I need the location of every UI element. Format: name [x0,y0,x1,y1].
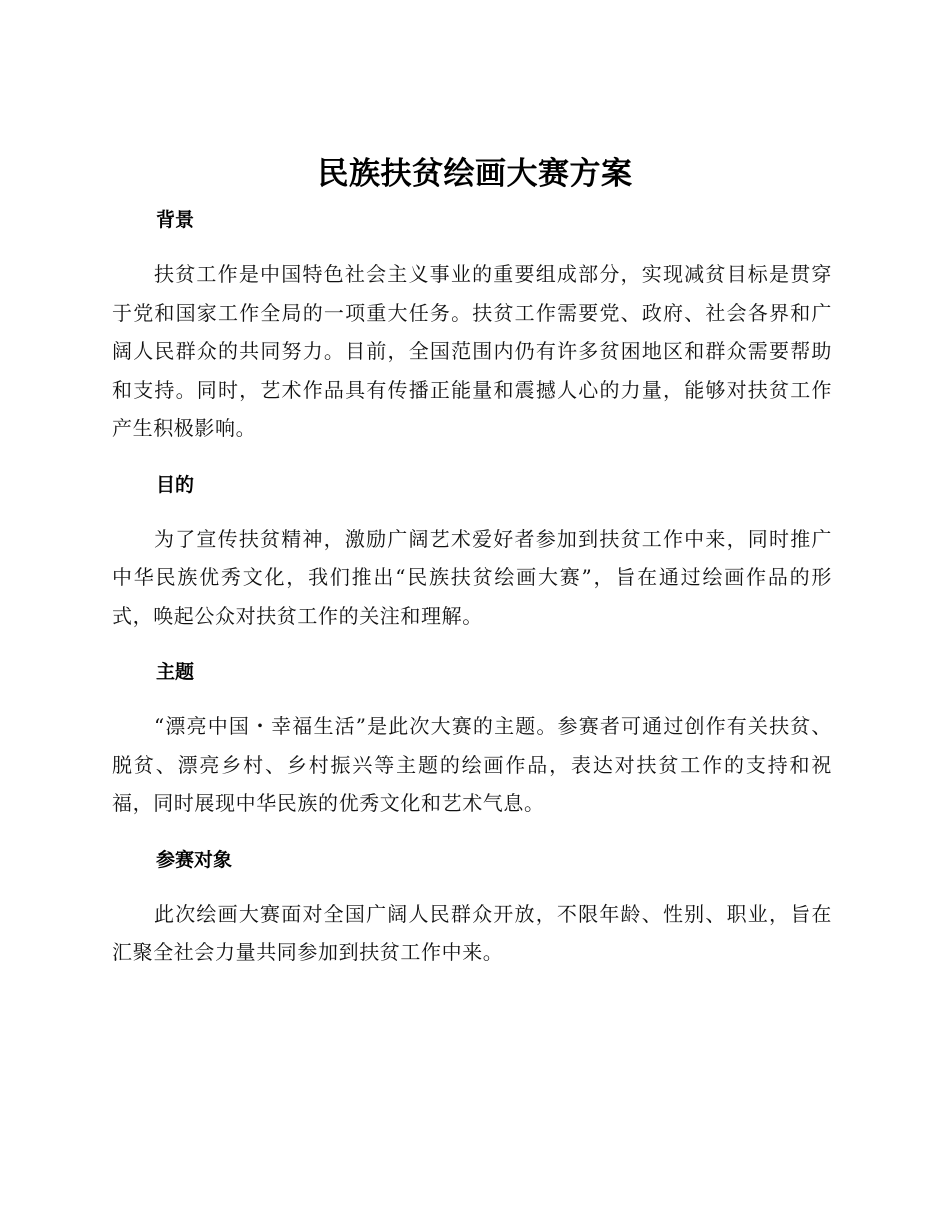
section-paragraph: 此次绘画大赛面对全国广阔人民群众开放，不限年龄、性别、职业，旨在汇聚全社会力量共同参加到扶贫工作中来。 [112,901,832,964]
section-heading: 背景 [156,209,195,231]
document-title: 民族扶贫绘画大赛方案 [317,156,633,192]
section-participants [112,843,832,972]
document-body [112,203,832,992]
section-purpose [112,468,832,636]
section-background [112,203,832,448]
section-theme [112,655,832,823]
section-heading: 目的 [156,473,195,496]
section-heading: 参赛对象 [156,848,233,871]
section-paragraph: 扶贫工作是中国特色社会主义事业的重要组成部分，实现减贫目标是贯穿于党和国家工作全局的一项重大任务。扶贫工作需要党、政府、社会各界和广阔人民群众的共同努力。目前，全国范围内仍有许多贫困地区和群众需要帮助和支持。同时，艺术作品具有传播正能量和震撼人心的力量，能够对扶贫工作产生积极影响。 [112,262,832,440]
section-paragraph: “漂亮中国・幸福生活”是此次大赛的主题。参赛者可通过创作有关扶贫、脱贫、漂亮乡村、乡村振兴等主题的绘画作品，表达对扶贫工作的支持和祝福，同时展现中华民族的优秀文化和艺术气息。 [112,714,832,815]
section-paragraph: 为了宣传扶贫精神，激励广阔艺术爱好者参加到扶贫工作中来，同时推广中华民族优秀文化，我们推出“民族扶贫绘画大赛”，旨在通过绘画作品的形式，唤起公众对扶贫工作的关注和理解。 [112,526,832,628]
section-heading: 主题 [156,661,195,683]
